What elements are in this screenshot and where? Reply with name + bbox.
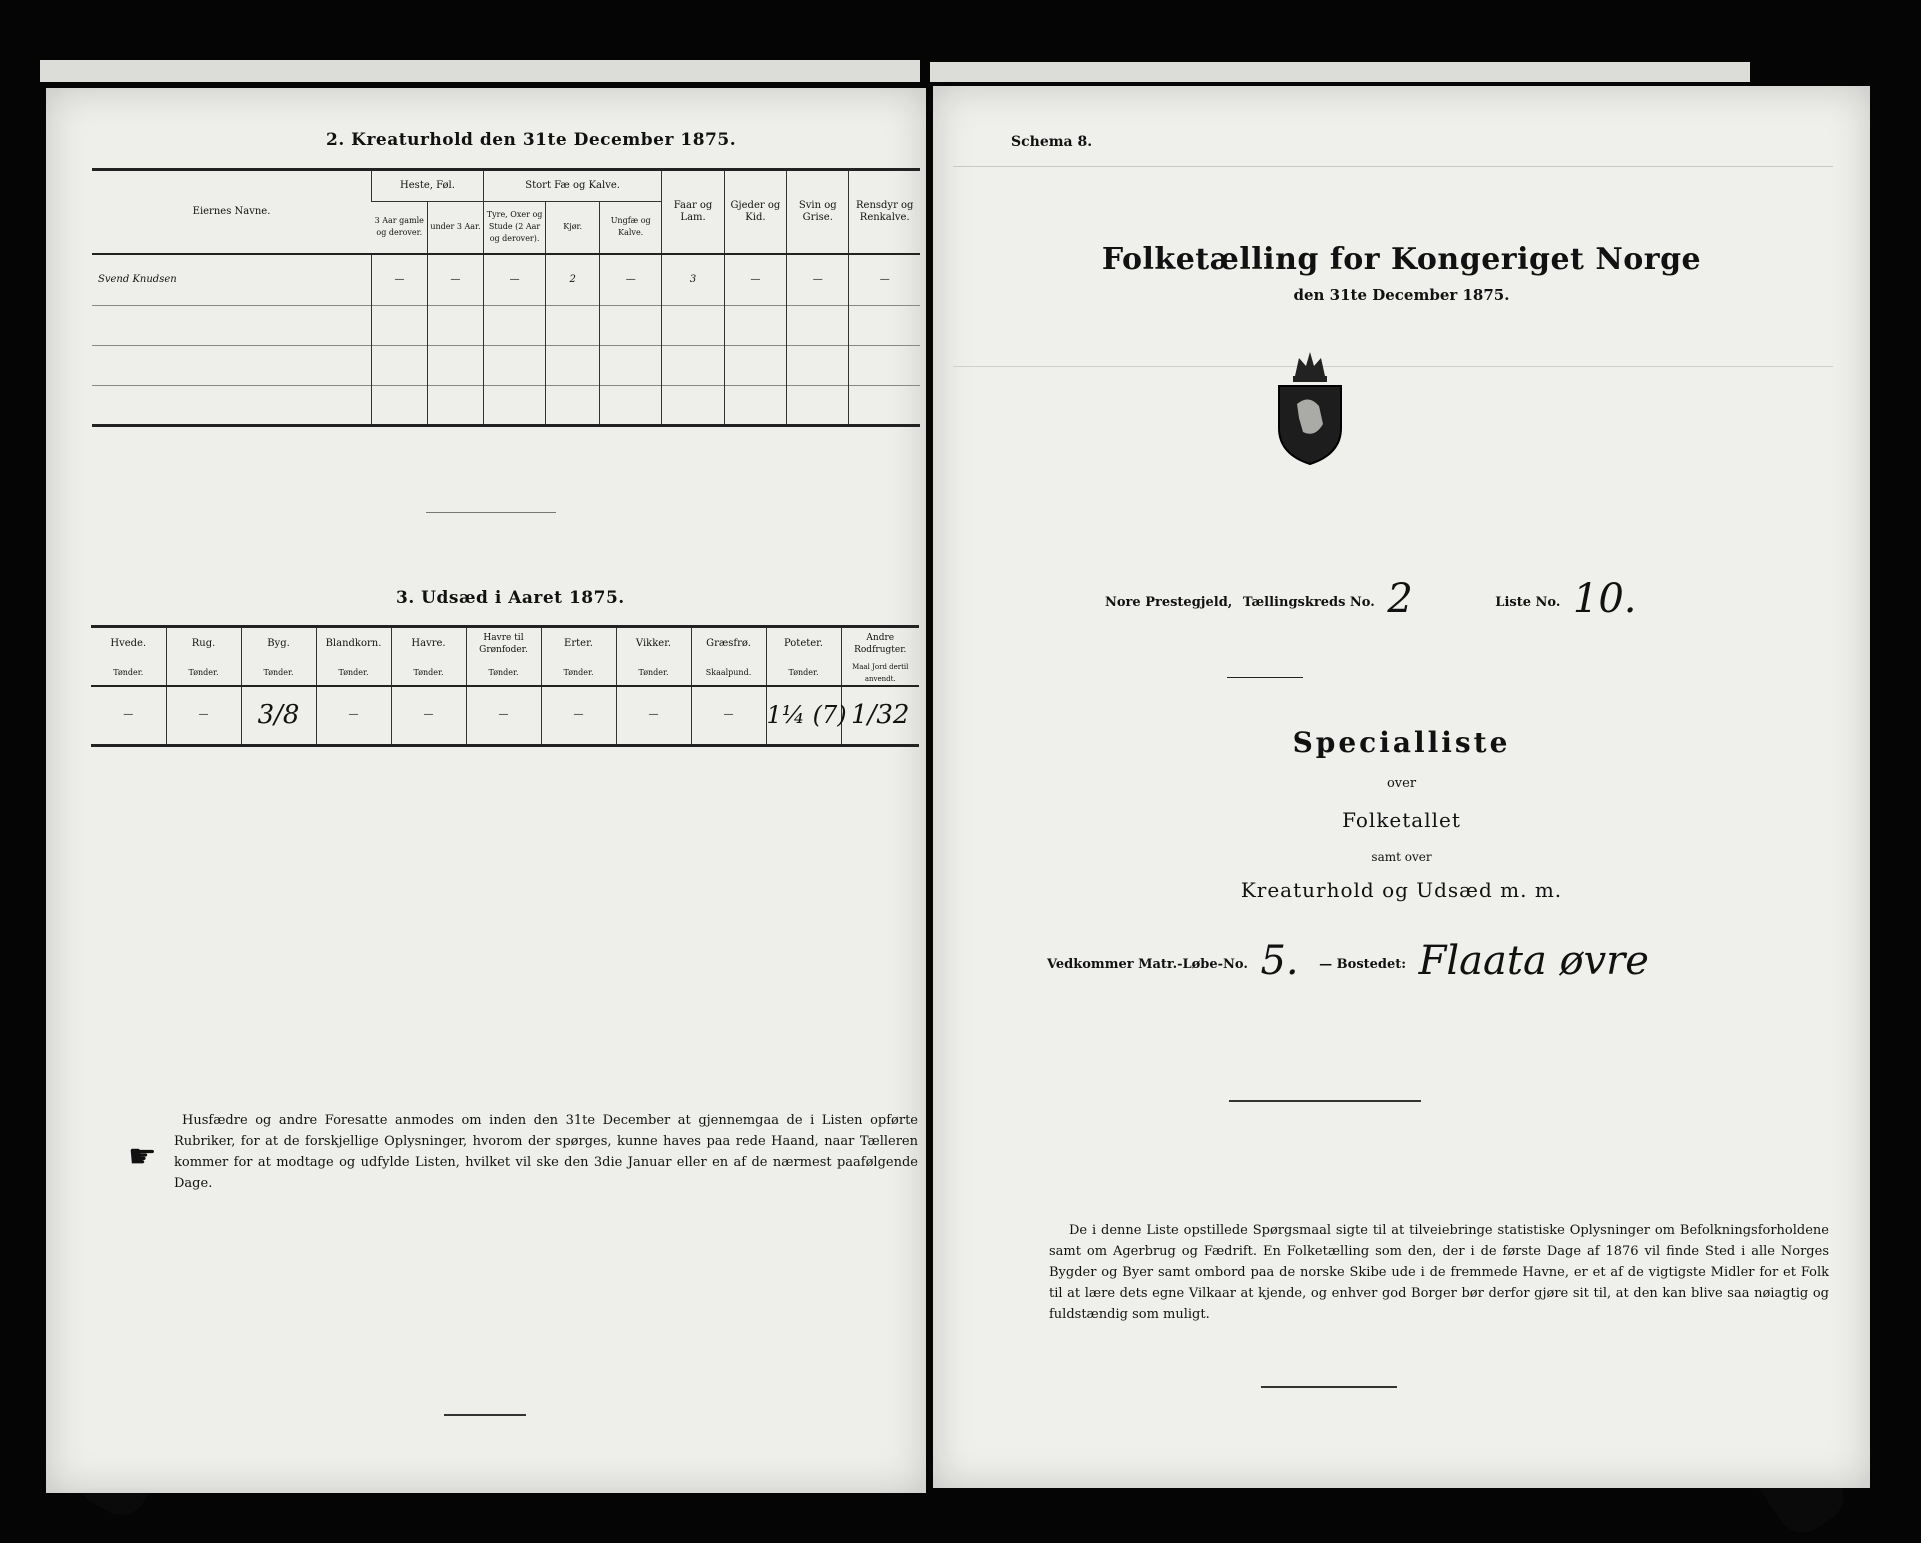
header-fae-b: Kjør.	[546, 202, 600, 254]
divider	[444, 1414, 526, 1416]
header-heste-a: 3 Aar gamle og derover.	[372, 202, 428, 254]
bosted-value: Flaata øvre	[1418, 938, 1649, 984]
header-poteter: Poteter.	[766, 627, 841, 661]
header-havre: Havre.	[391, 627, 466, 661]
folketallet-text: Folketallet	[1342, 808, 1461, 832]
cell-svin: —	[787, 254, 849, 306]
cell-havre: —	[391, 686, 466, 746]
header-fae-c: Ungfæ og Kalve.	[600, 202, 662, 254]
cell-heste-a: —	[372, 254, 428, 306]
bosted-label: Bostedet:	[1336, 957, 1407, 972]
table-row	[92, 346, 920, 386]
cell-andre-rodfrugter: 1/32	[841, 686, 919, 746]
census-notice: De i denne Liste opstillede Spørgsmaal sigte til at tilveiebringe statistiske Oplysninger om Befolkningsforholdene samt om Agerbrug og Fædrift. En Folketælling som den, der i de første Dage af 1876 vil finde Sted i alle Norges Bygder og Byer samt ombord paa de norske Skibe ude i de fremmede Havne, er et af de vigtigste Midler for et Folk til at lære dets egne Vilkaar at kjende, og enhver god Borger bør derfor gjøre sit til, at den kan blive saa nøiagtig og fuldstændig som muligt.	[1049, 1223, 1829, 1322]
cell-poteter: 1¼ (7)	[766, 686, 841, 746]
header-fae-a: Tyre, Oxer og Stude (2 Aar og derover).	[483, 202, 545, 254]
left-page	[46, 88, 926, 1493]
cell-rensdyr: —	[849, 254, 920, 306]
divider	[426, 512, 556, 513]
cell-blandkorn: —	[316, 686, 391, 746]
section2-title: 2. Kreaturhold den 31te December 1875.	[326, 130, 737, 150]
header-gjeder: Gjeder og Kid.	[724, 170, 786, 254]
unit-erter: Tønder.	[541, 661, 616, 686]
table-row	[92, 306, 920, 346]
header-vikker: Vikker.	[616, 627, 691, 661]
page-subtitle: den 31te December 1875.	[1293, 286, 1510, 304]
header-hvede: Hvede.	[91, 627, 166, 661]
kreaturhold-text: Kreaturhold og Udsæd m. m.	[1240, 878, 1563, 902]
header-heste-b: under 3 Aar.	[427, 202, 483, 254]
right-page-edge	[930, 62, 1750, 82]
cell-erter: —	[541, 686, 616, 746]
header-heste: Heste, Føl.	[372, 170, 484, 202]
cell-heste-b: —	[427, 254, 483, 306]
coat-of-arms-icon	[1273, 348, 1347, 468]
unit-hvede: Tønder.	[113, 667, 144, 677]
cell-fae-b: 2	[546, 254, 600, 306]
divider	[1261, 1386, 1397, 1388]
kreds-value: 2	[1387, 576, 1413, 622]
cell-hvede: —	[123, 709, 134, 721]
bleed-line	[953, 166, 1833, 167]
unit-byg: Tønder.	[241, 661, 316, 686]
unit-andre-rodfrugter: Maal Jord dertil anvendt.	[841, 661, 919, 686]
pointing-hand-icon: ☛	[128, 1137, 157, 1175]
divider	[1229, 1100, 1421, 1102]
specialliste-heading: Specialliste	[1292, 726, 1511, 759]
cell-fae-c: —	[600, 254, 662, 306]
header-erter: Erter.	[541, 627, 616, 661]
matr-label: Vedkommer Matr.-Løbe-No.	[1047, 957, 1248, 972]
household-notice: Husfædre og andre Foresatte anmodes om inden den 31te December at gjennemgaa de i Listen opførte Rubriker, for at de forskjellige Oplysninger, hvorom der spørges, kunne haves paa rede Haand, naar Tælleren kommer for at modtage og udfylde Listen, hvilket vil ske den 3die Januar eller en af de nærmest paafølgende Dage.	[174, 1113, 918, 1191]
liste-label: Liste No.	[1495, 595, 1561, 610]
table-row	[91, 686, 919, 746]
table-row	[92, 254, 920, 306]
prestegjeld-label: Nore Prestegjeld,	[1105, 595, 1233, 610]
header-andre-rodfrugter: Andre Rodfrugter.	[841, 627, 919, 661]
owner-name: Svend Knudsen	[98, 273, 177, 285]
header-blandkorn: Blandkorn.	[316, 627, 391, 661]
cell-rug: —	[166, 686, 241, 746]
matr-value: 5.	[1260, 938, 1299, 984]
unit-havre: Tønder.	[391, 661, 466, 686]
header-rug: Rug.	[166, 627, 241, 661]
header-stort-fae: Stort Fæ og Kalve.	[483, 170, 661, 202]
cell-havre-gronfoder: —	[466, 686, 541, 746]
header-faar: Faar og Lam.	[662, 170, 724, 254]
cell-gjeder: —	[724, 254, 786, 306]
matrikkel-line: Vedkommer Matr.-Løbe-No. 5. — Bostedet: Flaata øvre	[1047, 938, 1649, 984]
over-text: over	[1386, 776, 1417, 791]
location-line	[1105, 576, 1645, 622]
header-havre-gronfoder: Havre til Grønfoder.	[466, 627, 541, 661]
cell-vikker: —	[616, 686, 691, 746]
divider	[1227, 677, 1303, 678]
cell-faar: 3	[662, 254, 724, 306]
right-page	[933, 86, 1870, 1488]
unit-poteter: Tønder.	[766, 661, 841, 686]
cell-graesfro: —	[691, 686, 766, 746]
header-graesfro: Græsfrø.	[691, 627, 766, 661]
header-svin: Svin og Grise.	[787, 170, 849, 254]
unit-havre-gronfoder: Tønder.	[466, 661, 541, 686]
bleed-line	[953, 366, 1833, 367]
seed-table	[91, 625, 919, 747]
table-row	[92, 386, 920, 426]
unit-vikker: Tønder.	[616, 661, 691, 686]
samt-over-text: samt over	[1371, 850, 1432, 864]
header-byg: Byg.	[241, 627, 316, 661]
header-owner: Eiernes Navne.	[92, 170, 372, 254]
left-page-edge	[40, 60, 920, 82]
header-rensdyr: Rensdyr og Renkalve.	[849, 170, 920, 254]
unit-graesfro: Skaalpund.	[691, 661, 766, 686]
liste-value: 10.	[1572, 576, 1637, 622]
kreds-label: Tællingskreds No.	[1242, 595, 1375, 610]
cell-fae-a: —	[483, 254, 545, 306]
unit-blandkorn: Tønder.	[316, 661, 391, 686]
cell-byg: 3/8	[241, 686, 316, 746]
livestock-table	[92, 168, 920, 427]
page-title: Folketælling for Kongeriget Norge	[1101, 242, 1702, 277]
unit-rug: Tønder.	[166, 661, 241, 686]
section3-title: 3. Udsæd i Aaret 1875.	[396, 588, 625, 608]
schema-label: Schema 8.	[1011, 134, 1093, 150]
